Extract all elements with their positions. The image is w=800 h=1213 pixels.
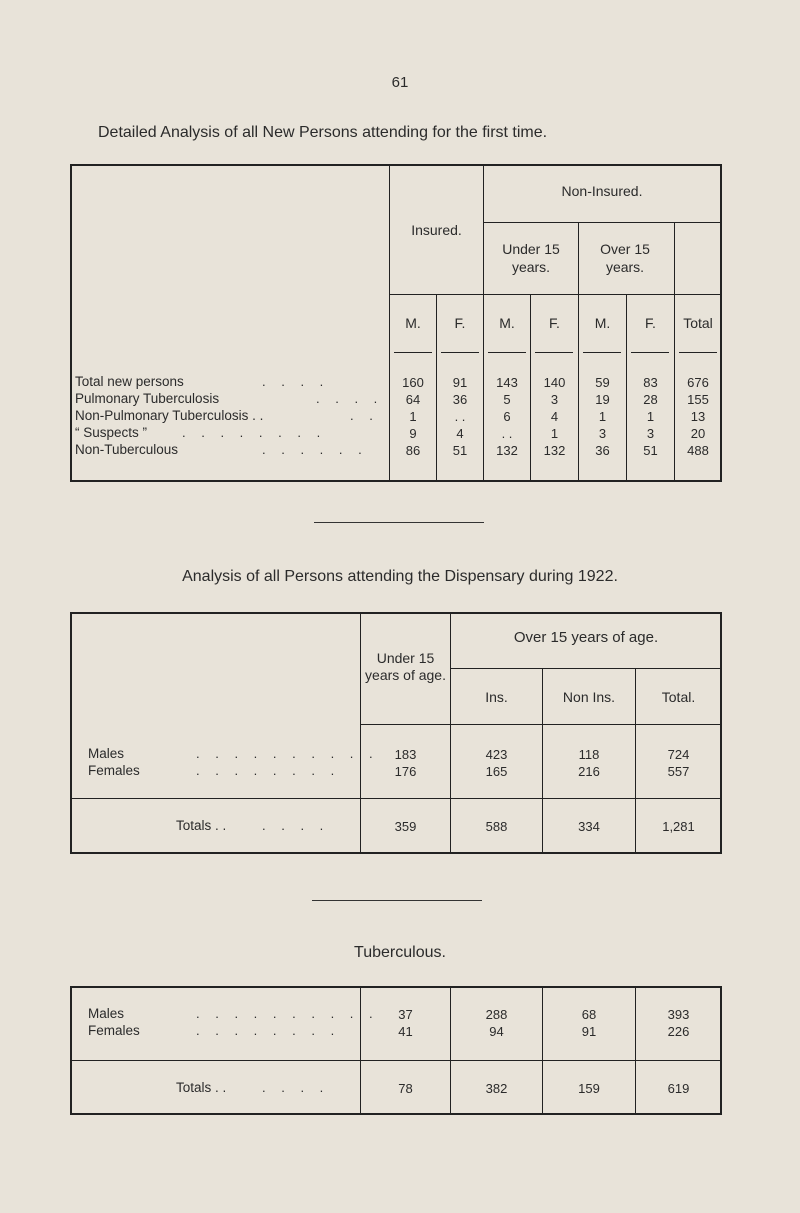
leader-dots: . . . . (262, 818, 330, 833)
table1-title: Detailed Analysis of all New Persons attending for the first time. (98, 124, 548, 141)
row-label: Pulmonary Tuberculosis (75, 391, 220, 406)
table2-non-ins-header: Non Ins. (562, 689, 616, 705)
table-cell: 4 (456, 426, 464, 441)
table-cell: 4 (550, 409, 559, 424)
leader-dots: . . . . . . . . (196, 1023, 341, 1038)
table-cell: 382 (485, 1081, 508, 1096)
table-cell: 51 (452, 443, 468, 458)
table2-ins-header: Ins. (485, 689, 508, 705)
table-cell: 132 (543, 443, 566, 458)
table2-under15-header: Under 15 years of age. (365, 650, 446, 683)
leader-dots: . . . . . . (262, 442, 368, 457)
leader-dots: . . . . . . . . . . (196, 746, 379, 761)
table1-col-header: M. (594, 315, 611, 331)
row-label: Totals . . (176, 818, 227, 833)
table-cell: . . (454, 409, 466, 424)
section-divider (312, 900, 482, 901)
table-cell: 3 (598, 426, 607, 441)
table-cell: 676 (687, 375, 709, 390)
table-cell: 28 (643, 392, 658, 407)
table1-col-header: F. (454, 315, 466, 331)
table-cell: 64 (405, 392, 421, 407)
table-cell: 6 (503, 409, 511, 424)
table-cell: 41 (398, 1024, 413, 1039)
table-cell: 1 (550, 426, 559, 441)
table1-col-header: M. (499, 315, 515, 331)
table-cell: 36 (452, 392, 468, 407)
leader-dots: . . (350, 408, 379, 423)
table-cell: 59 (595, 375, 610, 390)
table1-under15-header: Under 15 years. (502, 241, 560, 275)
table-cell: 183 (394, 747, 417, 762)
section-divider (314, 522, 484, 523)
table-cell: 86 (405, 443, 421, 458)
table-cell: 393 (667, 1007, 690, 1022)
table-cell: 140 (543, 375, 566, 390)
table-cell: 68 (581, 1007, 597, 1022)
table-cell: 1 (598, 409, 607, 424)
table-cell: 159 (578, 1081, 600, 1096)
table1-col-header: F. (645, 315, 656, 331)
table-cell: 1,281 (662, 819, 695, 834)
row-label: Non-Tuberculous (75, 442, 179, 457)
table-cell: 334 (578, 819, 600, 834)
table-cell: 9 (409, 426, 417, 441)
table-cell: 423 (485, 747, 508, 762)
table-cell: 176 (394, 764, 417, 779)
leader-dots: . . . . . . . . (182, 425, 327, 440)
table-cell: 118 (578, 747, 600, 762)
table-cell: . . (501, 426, 513, 441)
leader-dots: . . . . (316, 391, 384, 406)
table-cell: 619 (667, 1081, 690, 1096)
table-cell: 36 (595, 443, 610, 458)
table2-total-header: Total. (661, 689, 696, 705)
leader-dots: . . . . . . . . . . (196, 1006, 379, 1021)
table2-over15-header: Over 15 years of age. (513, 629, 659, 646)
table-cell: 160 (402, 375, 424, 390)
leader-dots: . . . . . . . . (196, 763, 341, 778)
row-label: Totals . . (176, 1080, 227, 1095)
table-cell: 359 (394, 819, 417, 834)
table-cell: 91 (452, 375, 468, 390)
table1-over15-header: Over 15 years. (600, 241, 650, 275)
table-cell: 13 (690, 409, 706, 424)
row-label: Males (88, 746, 125, 761)
table-cell: 724 (667, 747, 690, 762)
table-cell: 83 (643, 375, 658, 390)
table-cell: 1 (409, 409, 417, 424)
row-label: “ Suspects ” (75, 425, 148, 440)
row-label: Total new persons (75, 374, 184, 389)
table-cell: 132 (496, 443, 518, 458)
table-cell: 5 (503, 392, 511, 407)
table2-title: Analysis of all Persons attending the Dispensary during 1922. (182, 568, 618, 585)
table-cell: 588 (485, 819, 508, 834)
table-cell: 94 (489, 1024, 504, 1039)
row-label: Females (88, 763, 140, 778)
table3-title: Tuberculous. (354, 944, 446, 961)
table-cell: 3 (550, 392, 559, 407)
table-cell: 91 (581, 1024, 597, 1039)
table-cell: 557 (667, 764, 690, 779)
table-cell: 51 (643, 443, 658, 458)
table-cell: 37 (398, 1007, 413, 1022)
row-label: Males (88, 1006, 125, 1021)
table1-col-header: M. (405, 315, 421, 331)
table-cell: 1 (646, 409, 655, 424)
table-cell: 165 (485, 764, 508, 779)
table1-col-header: F. (549, 315, 560, 331)
table-cell: 288 (485, 1007, 508, 1022)
row-label: Non-Pulmonary Tuberculosis . . (75, 408, 264, 423)
table-cell: 19 (595, 392, 610, 407)
table-cell: 216 (578, 764, 600, 779)
table-cell: 78 (398, 1081, 413, 1096)
table1-col-header: Total (683, 315, 713, 331)
leader-dots: . . . . (262, 374, 330, 389)
page-number: 61 (391, 74, 409, 91)
table-cell: 3 (646, 426, 655, 441)
table-cell: 143 (496, 375, 518, 390)
table1-non-insured-header: Non-Insured. (561, 183, 643, 199)
table1-insured-header: Insured. (411, 222, 462, 238)
table-cell: 155 (687, 392, 709, 407)
leader-dots: . . . . (262, 1080, 330, 1095)
table-cell: 20 (690, 426, 706, 441)
row-label: Females (88, 1023, 140, 1038)
table-cell: 226 (667, 1024, 690, 1039)
table-cell: 488 (687, 443, 709, 458)
